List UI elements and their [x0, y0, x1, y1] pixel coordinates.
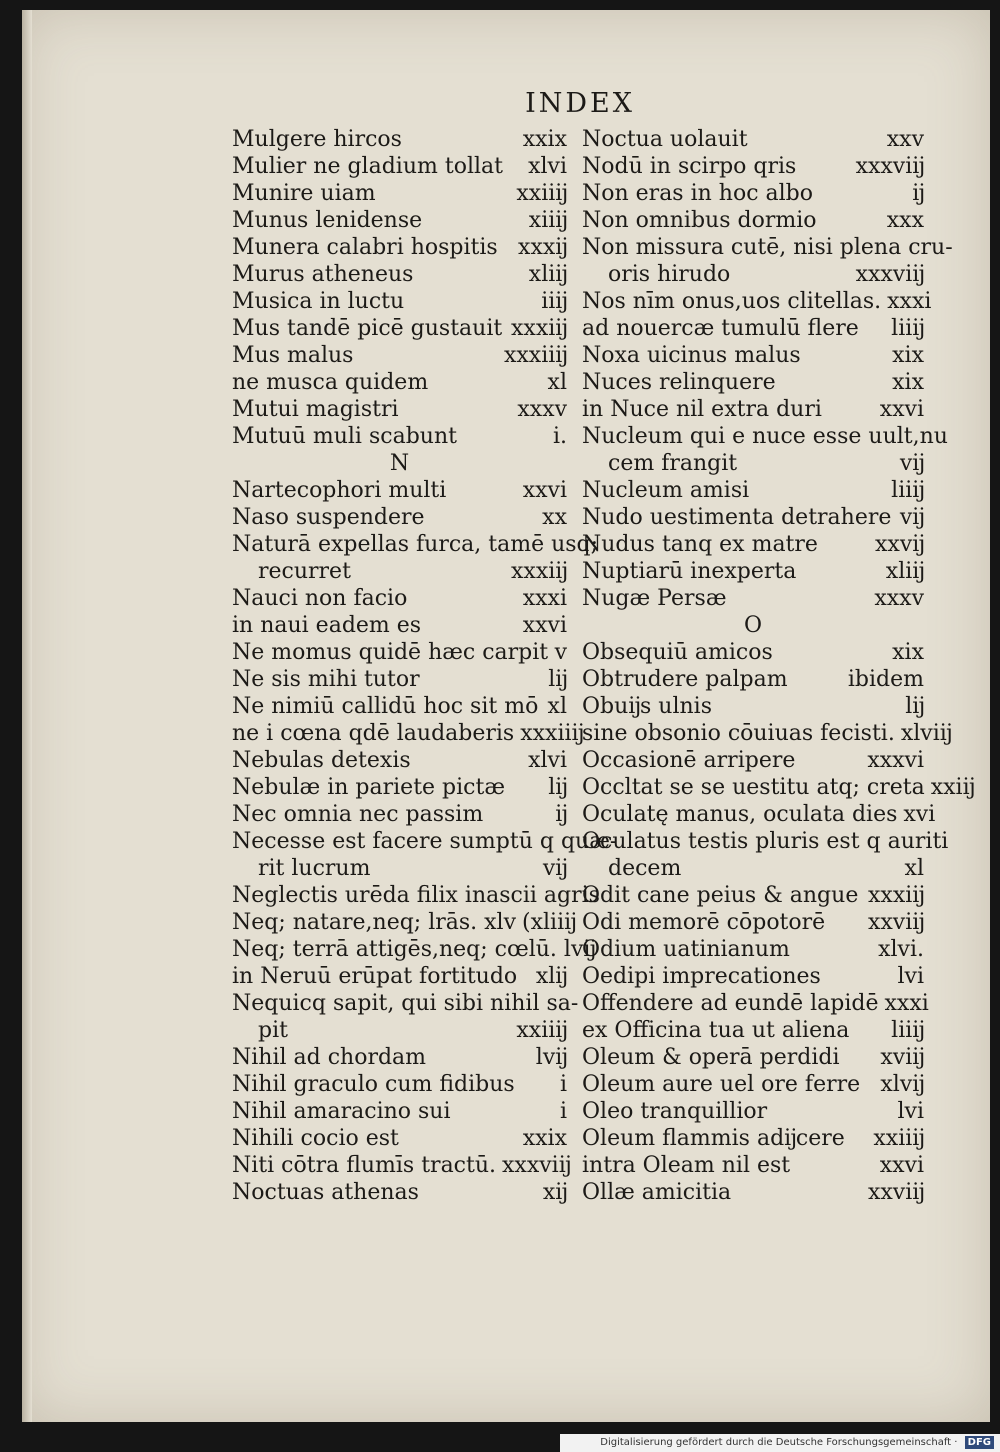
index-entry	[582, 828, 949, 855]
index-entry	[582, 1044, 924, 1071]
entry-page-number: xxxiĳ	[868, 883, 924, 908]
index-entry	[232, 612, 567, 639]
entry-page-number: ĳ	[555, 802, 567, 827]
entry-text: Nartecophori multi	[232, 478, 447, 503]
index-entry	[232, 774, 567, 801]
footer-credit-text: Digitalisierung gefördert durch die Deutsche Forschungsgemeinschaft	[600, 1437, 952, 1448]
entry-text: Munire uiam	[232, 181, 376, 206]
entry-page-number: xxiiĳ	[873, 1126, 924, 1151]
entry-text: cem frangit	[608, 451, 738, 476]
entry-text: Nec omnia nec passim	[232, 802, 484, 827]
entry-page-number: xxiiĳ	[516, 181, 567, 206]
index-entry	[582, 1071, 924, 1098]
index-entry	[232, 1152, 571, 1179]
index-entry	[232, 936, 596, 963]
entry-text: rit lucrum	[258, 856, 371, 881]
index-entry	[232, 558, 567, 585]
entry-page-number: xxix	[522, 127, 567, 152]
index-entry	[582, 1179, 924, 1206]
entry-text: Non eras in hoc albo	[582, 181, 813, 206]
entry-page-number: liiĳ	[891, 1018, 924, 1043]
index-entry	[582, 423, 948, 450]
entry-text: sine obsonio cōuiuas fecisti.	[582, 721, 895, 746]
entry-page-number: xiiĳ	[528, 208, 567, 233]
index-entry	[582, 234, 953, 261]
index-entry	[582, 693, 924, 720]
entry-text: Nuces relinquere	[582, 370, 776, 395]
index-entry	[232, 180, 567, 207]
index-entry	[582, 396, 924, 423]
dfg-logo: DFG	[965, 1436, 994, 1449]
footer-bar	[560, 1434, 1000, 1452]
entry-page-number: xix	[892, 343, 924, 368]
entry-text: in naui eadem es	[232, 613, 422, 638]
entry-page-number: xxix	[522, 1126, 567, 1151]
index-entry	[232, 666, 567, 693]
entry-page-number: xl	[904, 856, 924, 881]
entry-page-number: xx	[542, 505, 567, 530]
entry-page-number: ibidem	[847, 667, 924, 692]
index-entry	[582, 153, 924, 180]
index-entry	[582, 801, 936, 828]
entry-page-number: liiĳ	[891, 478, 924, 503]
entry-text: ex Officina tua ut aliena	[582, 1018, 850, 1043]
entry-text: Nauci non facio	[232, 586, 408, 611]
entry-text: Oedipi imprecationes	[582, 964, 821, 989]
entry-text: Offendere ad eundē lapidē	[582, 991, 879, 1016]
entry-text: Mus tandē picē gustauit	[232, 316, 503, 341]
entry-text: Obsequiū amicos	[582, 640, 773, 665]
index-entry	[232, 477, 567, 504]
index-entry	[232, 1125, 567, 1152]
index-entry	[582, 666, 924, 693]
entry-text: Occltat se se uestitu atq; creta	[582, 775, 925, 800]
entry-text: Nihil graculo cum fidibus	[232, 1072, 515, 1097]
entry-page-number: xlviĳ	[900, 721, 952, 746]
entry-text: Noctuas athenas	[232, 1180, 419, 1205]
entry-page-number: xvi	[903, 802, 936, 827]
entry-text: Oculatę manus, oculata dies	[582, 802, 898, 827]
index-entry	[582, 1152, 924, 1179]
entry-text: ad nouercæ tumulū flere	[582, 316, 859, 341]
entry-page-number: i	[559, 1072, 567, 1097]
index-column-left	[232, 126, 618, 1206]
index-column-right	[582, 126, 975, 1206]
index-entry	[232, 504, 567, 531]
entry-text: Mutuū muli scabunt	[232, 424, 457, 449]
index-entry	[232, 693, 567, 720]
entry-page-number: iiĳ	[541, 289, 567, 314]
entry-text: Necesse est facere sumptū q quæ-	[232, 829, 618, 854]
index-entry	[582, 639, 924, 666]
entry-page-number: lvi	[897, 964, 924, 989]
entry-page-number: xlvĳ	[880, 1072, 924, 1097]
entry-text: Nodū in scirpo qris	[582, 154, 797, 179]
entry-text: Murus atheneus	[232, 262, 414, 287]
entry-page-number: xxxiiĳ	[520, 721, 584, 746]
index-entry	[232, 1017, 567, 1044]
entry-text: Nuptiarū inexperta	[582, 559, 797, 584]
index-entry	[582, 1125, 924, 1152]
entry-text: Mutui magistri	[232, 397, 399, 422]
entry-page-number: xxxviĳ	[855, 154, 924, 179]
index-entry	[232, 1071, 567, 1098]
entry-text: Odi memorē cōpotorē	[582, 910, 826, 935]
index-entry	[232, 1044, 567, 1071]
index-entry	[582, 207, 924, 234]
index-entry	[232, 639, 567, 666]
entry-page-number: lĳ	[905, 694, 924, 719]
entry-text: Nihili cocio est	[232, 1126, 399, 1151]
index-entry	[582, 1098, 924, 1125]
entry-text: Odium uatinianum	[582, 937, 790, 962]
index-entry	[582, 180, 924, 207]
index-entry	[582, 261, 924, 288]
entry-page-number: xxvi	[879, 1153, 924, 1178]
entry-page-number: lvi	[897, 1099, 924, 1124]
entry-page-number: xl	[547, 370, 567, 395]
entry-text: Nihil amaracino sui	[232, 1099, 451, 1124]
entry-text: Obuĳs ulnis	[582, 694, 713, 719]
entry-page-number: xxxi	[522, 586, 567, 611]
index-entry	[582, 747, 924, 774]
index-entry	[582, 585, 924, 612]
entry-text: Oleum & operā perdidi	[582, 1045, 840, 1070]
entry-text: Mus malus	[232, 343, 354, 368]
entry-text: Ne nimiū callidū hoc sit mō	[232, 694, 539, 719]
entry-page-number: xix	[892, 370, 924, 395]
entry-page-number: xxviĳ	[867, 910, 924, 935]
entry-text: Musica in luctu	[232, 289, 405, 314]
index-entry	[582, 450, 924, 477]
index-entry	[582, 909, 924, 936]
entry-text: Obtrudere palpam	[582, 667, 788, 692]
entry-page-number: xxxiĳ	[511, 559, 567, 584]
index-entry	[232, 423, 567, 450]
entry-page-number: xlvi	[528, 154, 567, 179]
entry-page-number: xliĳ	[885, 559, 924, 584]
entry-page-number: xxxiĳ	[511, 316, 567, 341]
entry-text: Nequicq sapit, qui sibi nihil sa-	[232, 991, 579, 1016]
entry-page-number: xxvi	[522, 478, 567, 503]
entry-text: Occasionē arripere	[582, 748, 796, 773]
entry-page-number: xviĳ	[880, 1045, 924, 1070]
index-entry	[232, 126, 567, 153]
entry-text: Mulier ne gladium tollat	[232, 154, 503, 179]
entry-text: decem	[608, 856, 682, 881]
entry-page-number: xxxĳ	[518, 235, 567, 260]
index-entry	[582, 342, 924, 369]
entry-text: Ne momus quidē hæc carpit	[232, 640, 549, 665]
entry-text: Ollæ amicitia	[582, 1180, 732, 1205]
entry-page-number: xxvi	[522, 613, 567, 638]
entry-page-number: xxxi	[887, 289, 932, 314]
index-entry	[582, 504, 924, 531]
entry-page-number: xxviĳ	[867, 1180, 924, 1205]
index-entry	[232, 747, 567, 774]
entry-page-number: xxx	[886, 208, 924, 233]
index-entry	[232, 828, 618, 855]
index-entry	[582, 369, 924, 396]
entry-text: in Nuce nil extra duri	[582, 397, 822, 422]
entry-text: Nucleum amisi	[582, 478, 750, 503]
entry-page-number: xix	[892, 640, 924, 665]
entry-page-number: xl	[547, 694, 567, 719]
index-entry	[232, 909, 576, 936]
index-entry	[582, 477, 924, 504]
entry-text: Munera calabri hospitis	[232, 235, 498, 260]
index-entry	[232, 153, 567, 180]
entry-text: Oleum flammis adĳcere	[582, 1126, 845, 1151]
entry-page-number: xxvĳ	[875, 532, 924, 557]
entry-text: oris hirudo	[608, 262, 731, 287]
index-entry	[232, 207, 567, 234]
entry-text: Niti cōtra flumīs tractū.	[232, 1153, 497, 1178]
index-entry	[232, 315, 567, 342]
entry-text: Noctua uolauit	[582, 127, 748, 152]
index-entry	[582, 558, 924, 585]
index-entry	[232, 396, 567, 423]
entry-page-number: xxxvi	[867, 748, 924, 773]
index-entry	[582, 288, 932, 315]
entry-text: Neq; terrā attigēs,neq; cœlū. lvĳ	[232, 937, 596, 962]
entry-page-number: xlĳ	[535, 964, 567, 989]
index-entry	[582, 963, 924, 990]
entry-page-number: xĳ	[542, 1180, 567, 1205]
index-entry	[232, 261, 567, 288]
entry-text: in Neruū erūpat fortitudo	[232, 964, 518, 989]
index-entry	[232, 585, 567, 612]
index-entry	[582, 720, 952, 747]
entry-text: Nebulæ in pariete pictæ	[232, 775, 506, 800]
entry-text: ne musca quidem	[232, 370, 429, 395]
entry-text: intra Oleam nil est	[582, 1153, 791, 1178]
index-entry	[582, 774, 975, 801]
entry-text: Naso suspendere	[232, 505, 425, 530]
entry-text: Neglectis urēda filix inascii agris	[232, 883, 600, 908]
entry-page-number: (xliiĳ	[522, 910, 576, 935]
index-entry	[232, 855, 567, 882]
entry-text: Odit cane peius & angue	[582, 883, 859, 908]
entry-page-number: lvĳ	[535, 1045, 567, 1070]
entry-text: Non missura cutē, nisi plena cru-	[582, 235, 953, 260]
index-entry	[232, 342, 567, 369]
entry-page-number: v	[554, 640, 567, 665]
entry-text: Nos nīm onus,uos clitellas.	[582, 289, 882, 314]
section-letter: N	[389, 451, 410, 476]
entry-text: Nebulas detexis	[232, 748, 411, 773]
entry-page-number: vĳ	[899, 505, 924, 530]
index-entry	[232, 720, 584, 747]
entry-page-number: xxxiiĳ	[503, 343, 567, 368]
page-header: INDEX	[525, 88, 635, 119]
entry-page-number: xlvi	[528, 748, 567, 773]
entry-page-number: xxiĳ	[930, 775, 975, 800]
entry-text: Nucleum qui e nuce esse uult,nu	[582, 424, 948, 449]
index-entry	[582, 531, 924, 558]
index-entry	[582, 126, 924, 153]
entry-page-number: xxxi	[884, 991, 929, 1016]
entry-text: Munus lenidense	[232, 208, 423, 233]
entry-text: recurret	[258, 559, 351, 584]
index-entry	[232, 369, 567, 396]
entry-text: Nugæ Persæ	[582, 586, 727, 611]
entry-page-number: xxxviĳ	[502, 1153, 571, 1178]
entry-text: Noxa uicinus malus	[582, 343, 801, 368]
index-entry	[582, 990, 929, 1017]
entry-text: Nihil ad chordam	[232, 1045, 427, 1070]
entry-text: Non omnibus dormio	[582, 208, 817, 233]
entry-page-number: xlvi.	[878, 937, 924, 962]
index-entry	[582, 882, 924, 909]
entry-page-number: vĳ	[542, 856, 567, 881]
entry-page-number: lĳ	[548, 775, 567, 800]
entry-text: Oleum aure uel ore ferre	[582, 1072, 861, 1097]
entry-page-number: xxv	[886, 127, 924, 152]
entry-text: Oculatus testis pluris est q auriti	[582, 829, 949, 854]
entry-text: Neq; natare,neq; lrās. xlv	[232, 910, 517, 935]
entry-page-number: xxiiĳ	[516, 1018, 567, 1043]
entry-page-number: i.	[552, 424, 567, 449]
entry-page-number: xxxv	[874, 586, 924, 611]
entry-text: ne i cœna qdē laudaberis	[232, 721, 515, 746]
entry-text: Oleo tranquillior	[582, 1099, 768, 1124]
index-entry	[232, 990, 579, 1017]
index-entry	[232, 288, 567, 315]
index-entry	[232, 1179, 567, 1206]
entry-text: Nudus tanq ex matre	[582, 532, 818, 557]
page-gutter-shadow	[22, 10, 32, 1422]
index-entry	[232, 882, 600, 909]
footer-separator: ·	[951, 1437, 961, 1448]
entry-page-number: xliĳ	[528, 262, 567, 287]
index-entry	[232, 963, 567, 990]
entry-page-number: i	[559, 1099, 567, 1124]
entry-text: Naturā expellas furca, tamē usq;	[232, 532, 599, 557]
index-entry	[582, 855, 924, 882]
entry-page-number: xxvi	[879, 397, 924, 422]
entry-page-number: vĳ	[899, 451, 924, 476]
index-entry	[582, 936, 924, 963]
entry-text: pit	[258, 1018, 288, 1043]
entry-page-number: liiĳ	[891, 316, 924, 341]
entry-text: Nudo uestimenta detrahere	[582, 505, 892, 530]
entry-page-number: lĳ	[548, 667, 567, 692]
entry-text: Mulgere hircos	[232, 127, 402, 152]
entry-page-number: xxxv	[517, 397, 567, 422]
index-entry	[582, 1017, 924, 1044]
entry-page-number: xxxviĳ	[855, 262, 924, 287]
entry-page-number: ĳ	[912, 181, 924, 206]
index-entry	[232, 234, 567, 261]
index-entry	[582, 315, 924, 342]
index-entry	[232, 1098, 567, 1125]
section-letter: O	[743, 613, 763, 638]
index-entry	[232, 801, 567, 828]
entry-text: Ne sis mihi tutor	[232, 667, 420, 692]
index-entry	[232, 531, 599, 558]
